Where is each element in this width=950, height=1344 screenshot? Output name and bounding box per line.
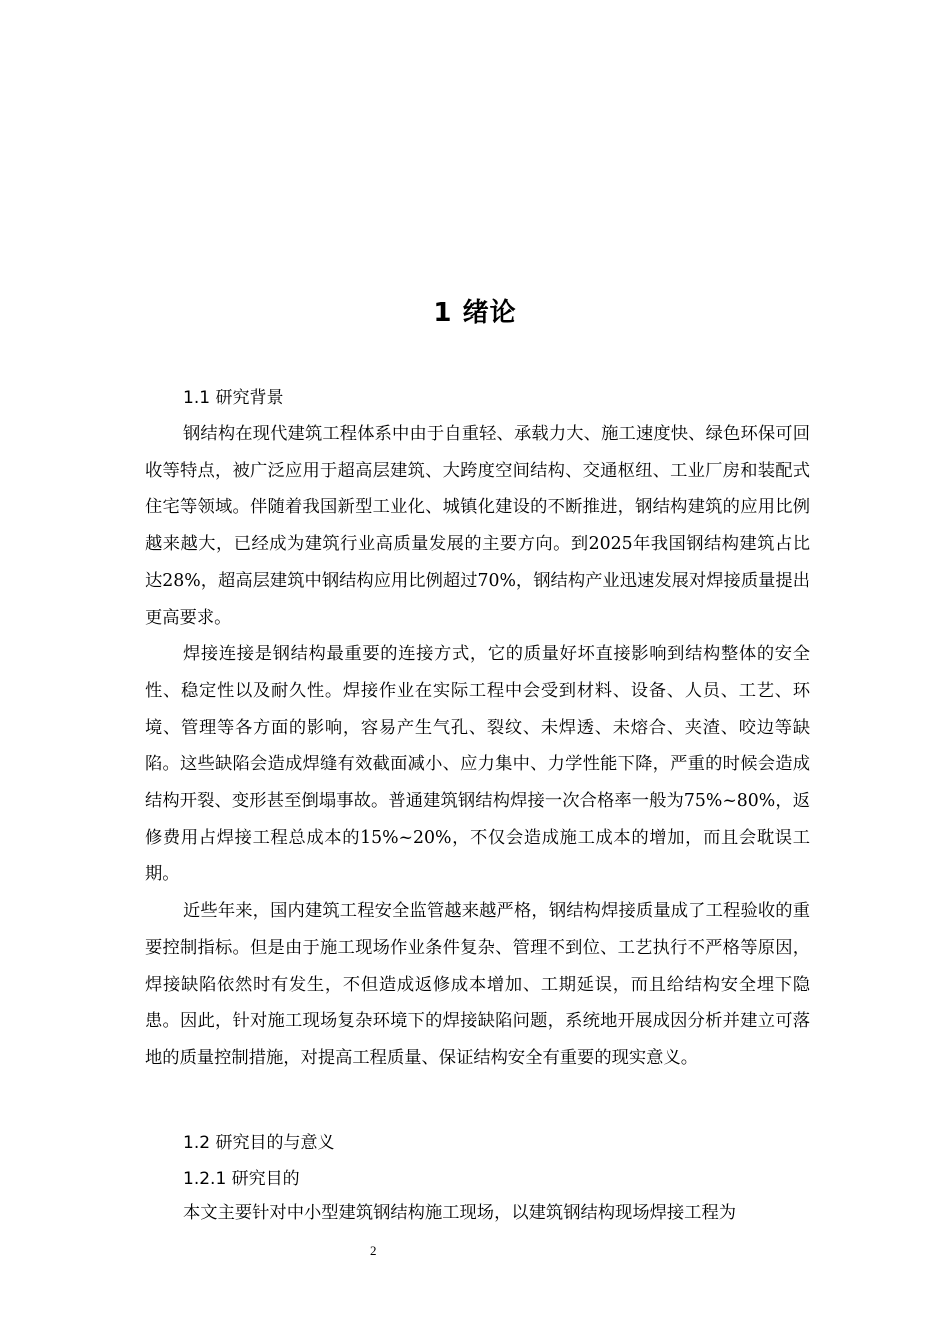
- paragraph: 近些年来，国内建筑工程安全监管越来越严格，钢结构焊接质量成了工程验收的重要控制指标。但是由于施工现场作业条件复杂、管理不到位、工艺执行不严格等原因，焊接缺陷依然时有发生，不但造成返修成本增加、工期延误，而且给结构安全埋下隐患。因此，针对施工现场复杂环境下的焊接缺陷问题，系统地开展成因分析并建立可落地的质量控制措施，对提高工程质量、保证结构安全有重要的现实意义。: [145, 901, 810, 1068]
- paragraph: 焊接连接是钢结构最重要的连接方式，它的质量好坏直接影响到结构整体的安全性、稳定性以及耐久性。焊接作业在实际工程中会受到材料、设备、人员、工艺、环境、管理等各方面的影响，容易产生气孔、裂纹、未焊透、未熔合、夹渣、咬边等缺陷。这些缺陷会造成焊缝有效截面减小、应力集中、力学性能下降，严重的时候会造成结构开裂、变形甚至倒塌事故。普通建筑钢结构焊接一次合格率一般为75%~80%，返修费用占焊接工程总成本的15%~20%，不仅会造成施工成本的增加，而且会耽误工期。: [145, 644, 810, 885]
- paragraph: 钢结构在现代建筑工程体系中由于自重轻、承载力大、施工速度快、绿色环保可回收等特点，被广泛应用于超高层建筑、大跨度空间结构、交通枢纽、工业厂房和装配式住宅等领域。伴随着我国新型工业化、城镇化建设的不断推进，钢结构建筑的应用比例越来越大，已经成为建筑行业高质量发展的主要方向。到2025年我国钢结构建筑占比达28%，超高层建筑中钢结构应用比例超过70%，钢结构产业迅速发展对焊接质量提出更高要求。: [145, 424, 810, 628]
- chapter-title: 1 绪论: [433, 298, 517, 328]
- section-body-1-1: [145, 416, 810, 1077]
- page-number: 2: [370, 1243, 377, 1258]
- paragraph: 本文主要针对中小型建筑钢结构施工现场，以建筑钢结构现场焊接工程为: [183, 1203, 737, 1223]
- section-heading-1-2: 1.2 研究目的与意义: [183, 1133, 335, 1153]
- section-heading-1-1: 1.1 研究背景: [183, 388, 284, 408]
- section-body-1-2-1: [145, 1195, 810, 1232]
- section-heading-1-2-1: 1.2.1 研究目的: [183, 1169, 300, 1189]
